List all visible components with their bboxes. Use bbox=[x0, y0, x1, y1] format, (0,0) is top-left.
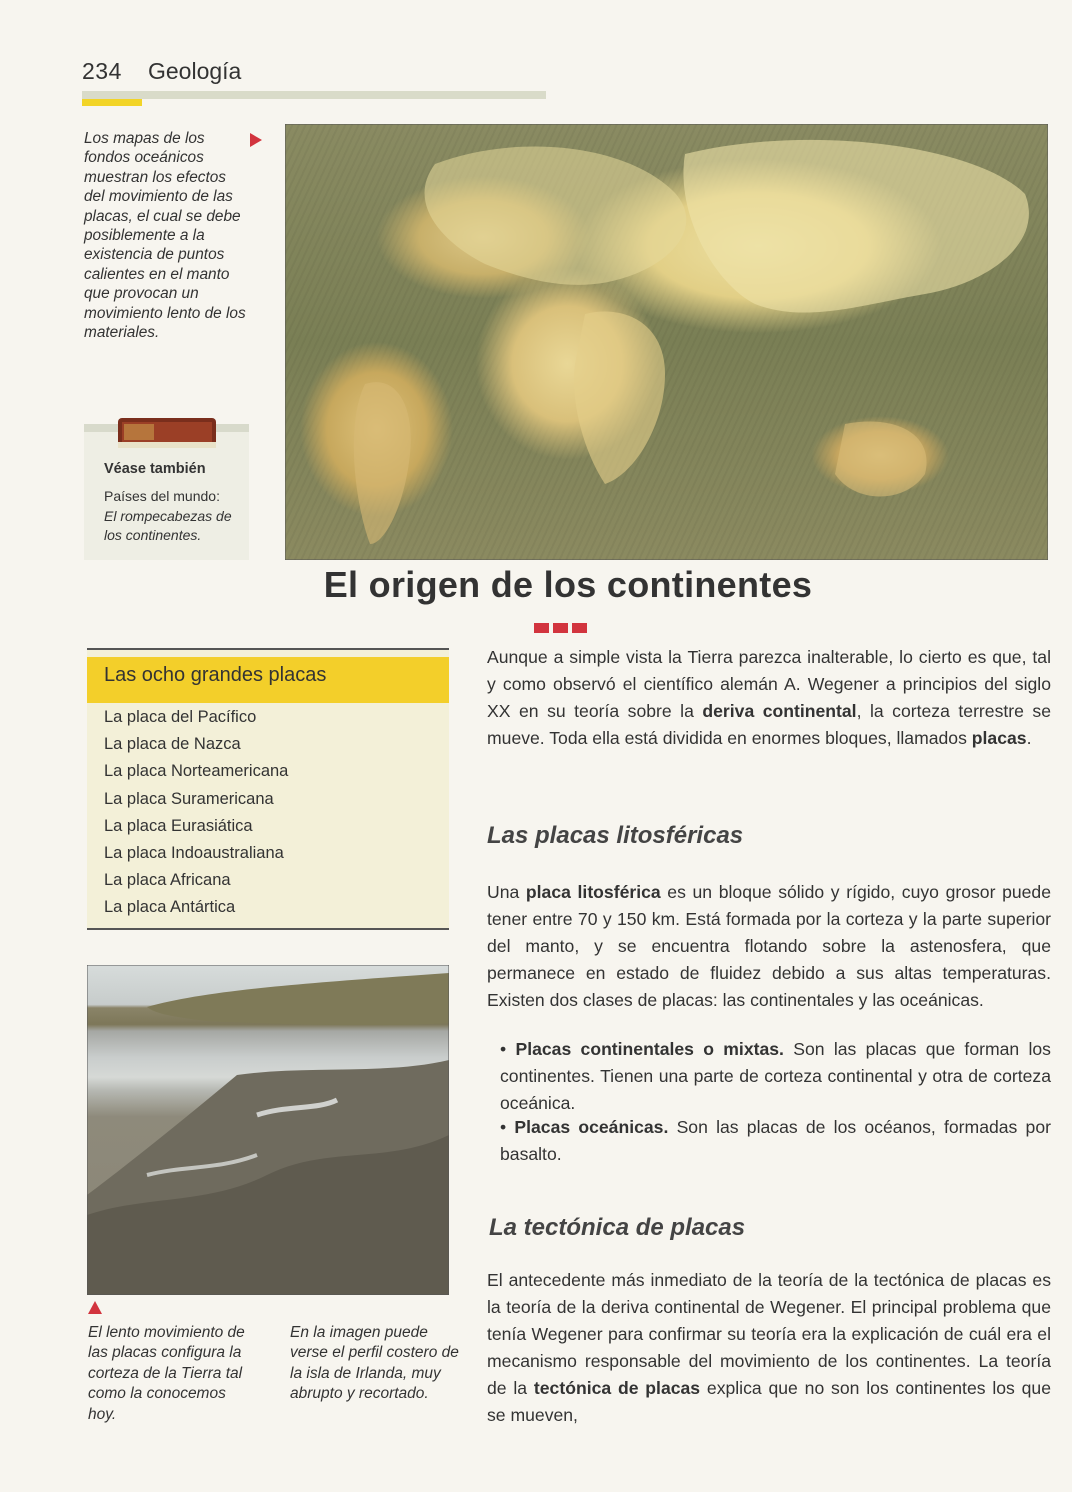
heading-placas-litosfericas: Las placas litosféricas bbox=[487, 822, 744, 849]
ireland-coast-photo bbox=[87, 965, 449, 1295]
bullet-placas-continentales: • Placas continentales o mixtas. Son las placas que forman los continentes. Tienen una parte de corteza continental y otra de corteza oceánica. bbox=[500, 1039, 1051, 1113]
see-also-title: Véase también bbox=[104, 461, 206, 477]
list-item: La placa Suramericana bbox=[104, 789, 274, 808]
list-item: La placa Antártica bbox=[104, 898, 236, 917]
header-rule bbox=[82, 91, 546, 99]
ocean-floor-map-image bbox=[285, 124, 1048, 560]
tectonica-paragraph: El antecedente más inmediato de la teoría de la tectónica de placas es la teoría de la deriva continental de Wegener. El principal problema que tenía Wegener para confirmar su teoría era la explicación de cuál era el mecanismo responsable del movimiento de los continentes. La teoría de la tectónica de placas explica que no son los continentes los que se mueven, bbox=[487, 1270, 1052, 1425]
page-title: El origen de los continentes bbox=[323, 564, 813, 605]
list-item: La placa Africana bbox=[104, 871, 231, 890]
heading-tectonica-de-placas: La tectónica de placas bbox=[489, 1214, 746, 1241]
section-name: Geología bbox=[148, 58, 242, 84]
list-item: La placa Indoaustraliana bbox=[104, 843, 284, 862]
title-ornament bbox=[534, 620, 591, 638]
photo-caption-left: El lento movimiento de las placas configura la corteza de la Tierra tal como la conocemos hoy. bbox=[88, 1324, 245, 1423]
header-accent-bar bbox=[82, 99, 142, 106]
plates-box-title: Las ocho grandes placas bbox=[104, 664, 327, 686]
list-item: La placa del Pacífico bbox=[104, 708, 257, 726]
triangle-arrow-icon bbox=[88, 1301, 102, 1314]
book-icon bbox=[114, 412, 220, 459]
bullet-placas-oceanicas: • Placas oceánicas. Son las placas de los océanos, formadas por basalto. bbox=[500, 1117, 1051, 1164]
photo-caption-right: En la imagen puede verse el perfil costero de la isla de Irlanda, muy abrupto y recortado. bbox=[290, 1324, 459, 1403]
page-number: 234 bbox=[82, 58, 122, 84]
list-item: La placa Eurasiática bbox=[104, 816, 253, 835]
placas-paragraph: Una placa litosférica es un bloque sólido y rígido, cuyo grosor puede tener entre 70 y 150 km. Está formada por la corteza y la parte superior del manto, y se encuentra flotando sobre la astenosfera, que permanece en estado de fluidez debido a sus altas temperaturas. Existen dos clases de placas: las continentales y las oceánicas. bbox=[487, 882, 1051, 1010]
triangle-arrow-icon bbox=[250, 133, 262, 147]
plates-list bbox=[104, 705, 288, 923]
map-caption: Los mapas de los fondos oceánicos muestran los efectos del movimiento de las placas, el cual se debe posiblemente a la existencia de puntos calientes en el manto que provocan un movimiento lento de los materiales. bbox=[84, 130, 246, 342]
see-also-link[interactable]: El rompecabezas de los continentes. bbox=[104, 508, 232, 543]
intro-paragraph: Aunque a simple vista la Tierra parezca inalterable, lo cierto es que, tal y como observó el científico alemán A. Wegener a principios del siglo XX en su teoría sobre la deriva continental, la corteza terrestre se mueve. Toda ella está dividida en enormes bloques, llamados placas. bbox=[487, 647, 1051, 748]
list-item: La placa Norteamericana bbox=[104, 762, 289, 781]
see-also-topic: Países del mundo: bbox=[104, 488, 220, 504]
list-item: La placa de Nazca bbox=[104, 735, 241, 754]
